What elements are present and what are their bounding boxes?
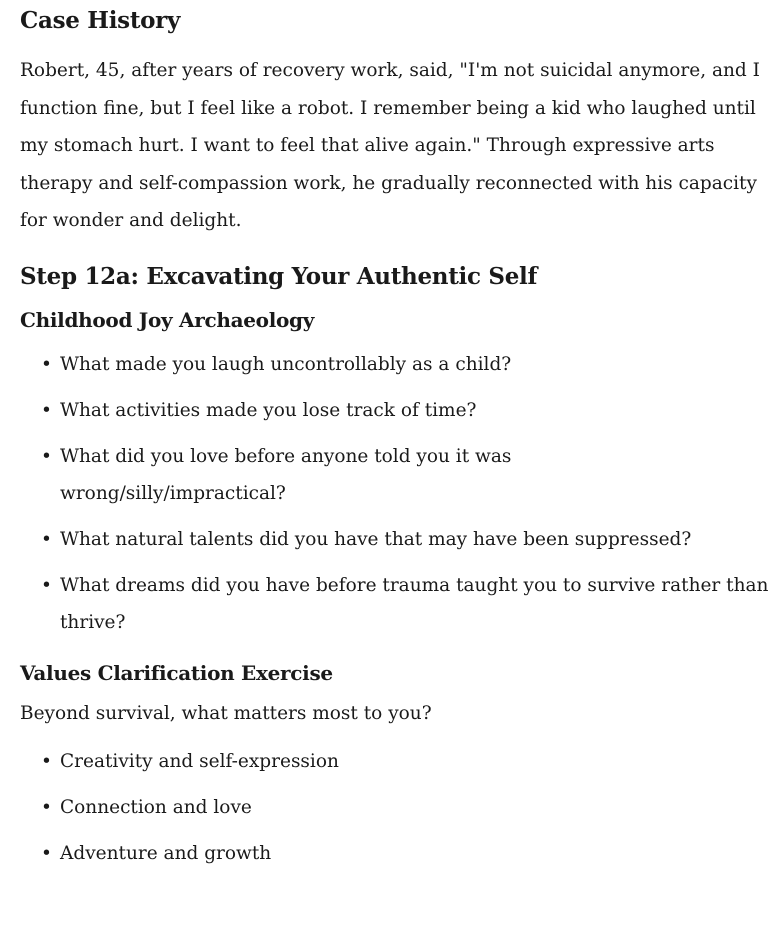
bullet-icon: • bbox=[41, 528, 52, 550]
bullet-icon: • bbox=[41, 750, 52, 772]
list-item-text: What did you love before anyone told you it was wrong/silly/impractical? bbox=[60, 445, 512, 504]
list-item-text: Connection and love bbox=[60, 796, 252, 818]
values-heading: Values Clarification Exercise bbox=[20, 660, 333, 685]
list-item-text: What natural talents did you have that may have been suppressed? bbox=[60, 528, 692, 550]
list-item-text: What activities made you lose track of time? bbox=[60, 399, 477, 421]
values-list bbox=[20, 743, 777, 872]
list-item bbox=[20, 392, 775, 429]
list-item bbox=[20, 743, 775, 780]
list-item-text: What dreams did you have before trauma taught you to survive rather than thrive? bbox=[60, 574, 769, 633]
list-item bbox=[20, 346, 775, 383]
bullet-icon: • bbox=[41, 842, 52, 864]
list-item bbox=[20, 789, 775, 826]
case-history-text: Robert, 45, after years of recovery work, said, "I'm not suicidal anymore, and I function fine, but I feel like a robot. I remember being a kid who laughed until my stomach hurt. I want to feel that alive again." Through expressive arts therapy and self-compassion work, he gradually reconnected with his capacity for wonder and delight. bbox=[20, 60, 760, 231]
bullet-icon: • bbox=[41, 445, 52, 467]
list-item bbox=[20, 521, 775, 558]
list-item bbox=[20, 835, 775, 872]
list-item bbox=[20, 438, 580, 512]
bullet-icon: • bbox=[41, 353, 52, 375]
list-item-text: What made you laugh uncontrollably as a child? bbox=[60, 353, 512, 375]
list-item-text: Adventure and growth bbox=[60, 842, 272, 864]
bullet-icon: • bbox=[41, 796, 52, 818]
bullet-icon: • bbox=[41, 399, 52, 421]
list-item bbox=[20, 567, 775, 641]
childhood-joy-heading: Childhood Joy Archaeology bbox=[20, 307, 315, 332]
childhood-joy-list bbox=[20, 346, 777, 641]
case-history-heading: Case History bbox=[20, 7, 181, 34]
list-item-text: Creativity and self-expression bbox=[60, 750, 339, 772]
values-lead: Beyond survival, what matters most to you? bbox=[20, 702, 432, 724]
step-heading: Step 12a: Excavating Your Authentic Self bbox=[20, 262, 538, 290]
bullet-icon: • bbox=[41, 574, 52, 596]
